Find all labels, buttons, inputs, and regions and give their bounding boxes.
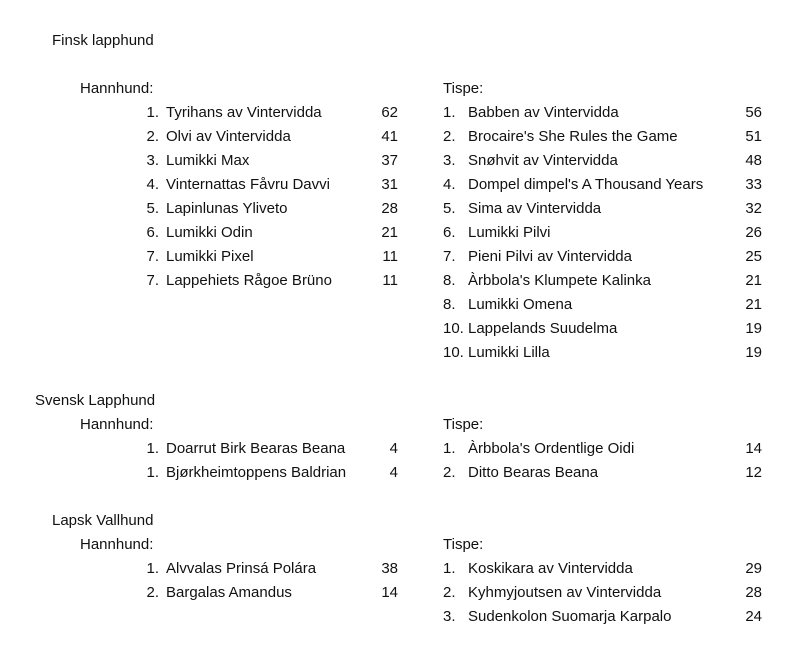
male-dog-name: Lumikki Odin [166, 224, 253, 241]
female-dog-name: Babben av Vintervidda [468, 104, 619, 121]
female-rank: 1. [443, 104, 456, 121]
female-dog-name: Lumikki Omena [468, 296, 573, 313]
female-dog-name: Lumikki Lilla [468, 344, 550, 361]
female-rank: 1. [443, 560, 456, 577]
female-rank: 7. [443, 248, 456, 265]
female-dog-name: Àrbbola's Klumpete Kalinka [468, 272, 651, 289]
female-dog-name: Sima av Vintervidda [468, 200, 602, 217]
female-points: 14 [745, 440, 762, 457]
male-points: 38 [381, 560, 398, 577]
female-points: 21 [745, 272, 762, 289]
female-dog-name: Lappelands Suudelma [468, 320, 618, 337]
female-rank: 5. [443, 200, 456, 217]
male-dog-name: Lumikki Max [166, 152, 250, 169]
female-rank: 8. [443, 272, 456, 289]
male-points: 4 [389, 440, 398, 457]
male-rank: 1. [146, 440, 159, 457]
male-heading: Hannhund: [80, 80, 154, 97]
female-points: 21 [745, 296, 762, 313]
female-rank: 3. [443, 608, 456, 625]
male-dog-name: Lappehiets Rågoe Brüno [166, 272, 332, 289]
female-heading: Tispe: [443, 80, 484, 97]
female-heading: Tispe: [443, 536, 484, 553]
female-points: 32 [745, 200, 762, 217]
female-points: 26 [745, 224, 762, 241]
male-rank: 6. [146, 224, 159, 241]
female-rank: 10. [443, 344, 464, 361]
female-points: 29 [745, 560, 762, 577]
male-heading: Hannhund: [80, 416, 154, 433]
female-rank: 10. [443, 320, 464, 337]
female-dog-name: Dompel dimpel's A Thousand Years [468, 176, 704, 193]
section-title: Finsk lapphund [52, 32, 154, 49]
male-rank: 1. [146, 560, 159, 577]
male-dog-name: Bjørkheimtoppens Baldrian [166, 464, 347, 481]
male-rank: 7. [146, 248, 159, 265]
male-points: 62 [381, 104, 398, 121]
male-rank: 1. [146, 464, 159, 481]
female-dog-name: Kyhmyjoutsen av Vintervidda [468, 584, 662, 601]
female-dog-name: Sudenkolon Suomarja Karpalo [468, 608, 672, 625]
female-rank: 3. [443, 152, 456, 169]
female-rank: 2. [443, 584, 456, 601]
male-dog-name: Lumikki Pixel [166, 248, 254, 265]
female-dog-name: Ditto Bearas Beana [468, 464, 599, 481]
female-points: 48 [745, 152, 762, 169]
female-dog-name: Pieni Pilvi av Vintervidda [468, 248, 632, 265]
female-rank: 4. [443, 176, 456, 193]
male-dog-name: Alvvalas Prinsá Polára [166, 560, 317, 577]
male-rank: 3. [146, 152, 159, 169]
male-points: 11 [382, 272, 398, 289]
male-dog-name: Olvi av Vintervidda [166, 128, 291, 145]
male-points: 28 [381, 200, 398, 217]
female-rank: 2. [443, 128, 456, 145]
male-dog-name: Tyrihans av Vintervidda [166, 104, 322, 121]
male-points: 21 [381, 224, 398, 241]
female-points: 25 [745, 248, 762, 265]
female-points: 28 [745, 584, 762, 601]
section-title: Lapsk Vallhund [52, 512, 154, 529]
male-rank: 5. [146, 200, 159, 217]
male-dog-name: Doarrut Birk Bearas Beana [166, 440, 346, 457]
female-dog-name: Lumikki Pilvi [468, 224, 551, 241]
male-points: 41 [381, 128, 398, 145]
male-points: 31 [381, 176, 398, 193]
female-heading: Tispe: [443, 416, 484, 433]
male-points: 37 [381, 152, 398, 169]
female-points: 24 [745, 608, 762, 625]
male-rank: 4. [146, 176, 159, 193]
male-dog-name: Bargalas Amandus [166, 584, 292, 601]
female-rank: 6. [443, 224, 456, 241]
female-points: 19 [745, 344, 762, 361]
male-rank: 2. [146, 584, 159, 601]
female-rank: 8. [443, 296, 456, 313]
male-dog-name: Vinternattas Fåvru Davvi [166, 176, 330, 193]
female-rank: 1. [443, 440, 456, 457]
male-heading: Hannhund: [80, 536, 154, 553]
female-dog-name: Brocaire's She Rules the Game [468, 128, 678, 145]
male-rank: 7. [146, 272, 159, 289]
female-dog-name: Àrbbola's Ordentlige Oidi [468, 440, 635, 457]
female-points: 51 [745, 128, 762, 145]
female-dog-name: Snøhvit av Vintervidda [468, 152, 618, 169]
male-rank: 1. [146, 104, 159, 121]
section-title: Svensk Lapphund [35, 392, 156, 409]
female-rank: 2. [443, 464, 456, 481]
male-dog-name: Lapinlunas Yliveto [166, 200, 288, 217]
male-points: 4 [389, 464, 398, 481]
female-points: 33 [745, 176, 762, 193]
female-dog-name: Koskikara av Vintervidda [468, 560, 633, 577]
female-points: 19 [745, 320, 762, 337]
male-points: 14 [381, 584, 398, 601]
female-points: 56 [745, 104, 762, 121]
male-rank: 2. [146, 128, 159, 145]
male-points: 11 [382, 248, 398, 265]
female-points: 12 [745, 464, 762, 481]
